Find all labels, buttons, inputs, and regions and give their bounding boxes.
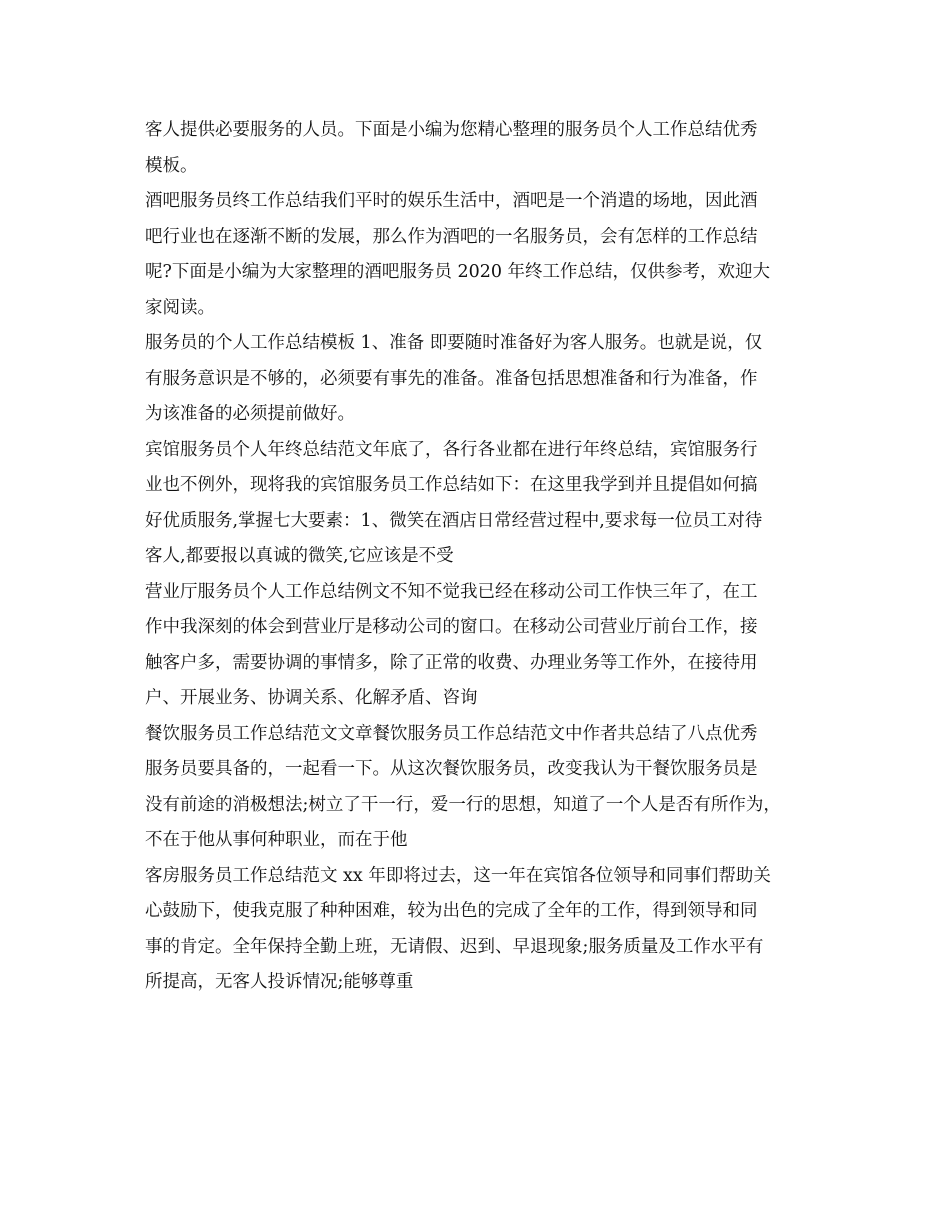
- text-line: 客人提供必要服务的人员。下面是小编为您精心整理的服务员个人工作总结优秀: [145, 120, 758, 140]
- text-line: 酒吧服务员终工作总结我们平时的娱乐生活中，酒吧是一个消遣的场地，因此酒: [145, 191, 758, 211]
- text-line: 心鼓励下，使我克服了种种困难，较为出色的完成了全年的工作，得到领导和同: [145, 901, 758, 921]
- text-line: 服务员的个人工作总结模板 1、准备 即要随时准备好为客人服务。也就是说，仅: [145, 333, 763, 353]
- text-line: 模板。: [145, 155, 198, 176]
- text-line: 业也不例外，现将我的宾馆服务员工作总结如下：在这里我学到并且提倡如何搞: [145, 475, 758, 495]
- text-line: 触客户多，需要协调的事情多，除了正常的收费、办理业务等工作外，在接待用: [145, 652, 758, 673]
- text-line: 事的肯定。全年保持全勤上班，无请假、迟到、早退现象;服务质量及工作水平有: [145, 936, 764, 957]
- text-line: 宾馆服务员个人年终总结范文年底了，各行各业都在进行年终总结，宾馆服务行: [145, 439, 758, 460]
- text-line: 为该准备的必须提前做好。: [145, 404, 355, 424]
- text-line: 好优质服务,掌握七大要素：1、微笑在酒店日常经营过程中,要求每一位员工对待: [145, 510, 763, 531]
- text-line: 不在于他从事何种职业，而在于他: [145, 830, 408, 850]
- text-line: 没有前途的消极想法;树立了干一行，爱一行的思想，知道了一个人是否有所作为，: [145, 794, 781, 815]
- text-line: 餐饮服务员工作总结范文文章餐饮服务员工作总结范文中作者共总结了八点优秀: [145, 723, 758, 744]
- document-body: [145, 113, 815, 1001]
- text-line: 服务员要具备的，一起看一下。从这次餐饮服务员，改变我认为干餐饮服务员是: [145, 759, 758, 779]
- text-line: 户、开展业务、协调关系、化解矛盾、咨询: [145, 688, 478, 708]
- text-line: 有服务意识是不够的，必须要有事先的准备。准备包括思想准备和行为准备，作: [145, 368, 758, 389]
- text-line: 吧行业也在逐渐不断的发展，那么作为酒吧的一名服务员，会有怎样的工作总结: [145, 226, 758, 247]
- text-line: 客人,都要报以真诚的微笑,它应该是不受: [145, 546, 454, 566]
- text-line: 家阅读。: [145, 297, 215, 318]
- text-line: 客房服务员工作总结范文 xx 年即将过去，这一年在宾馆各位领导和同事们帮助关: [145, 865, 771, 886]
- text-line: 所提高，无客人投诉情况;能够尊重: [145, 972, 414, 992]
- text-line: 营业厅服务员个人工作总结例文不知不觉我已经在移动公司工作快三年了，在工: [145, 581, 758, 602]
- text-line: 作中我深刻的体会到营业厅是移动公司的窗口。在移动公司营业厅前台工作，接: [145, 617, 758, 637]
- text-line: 呢?下面是小编为大家整理的酒吧服务员 2020 年终工作总结，仅供参考，欢迎大: [145, 262, 771, 282]
